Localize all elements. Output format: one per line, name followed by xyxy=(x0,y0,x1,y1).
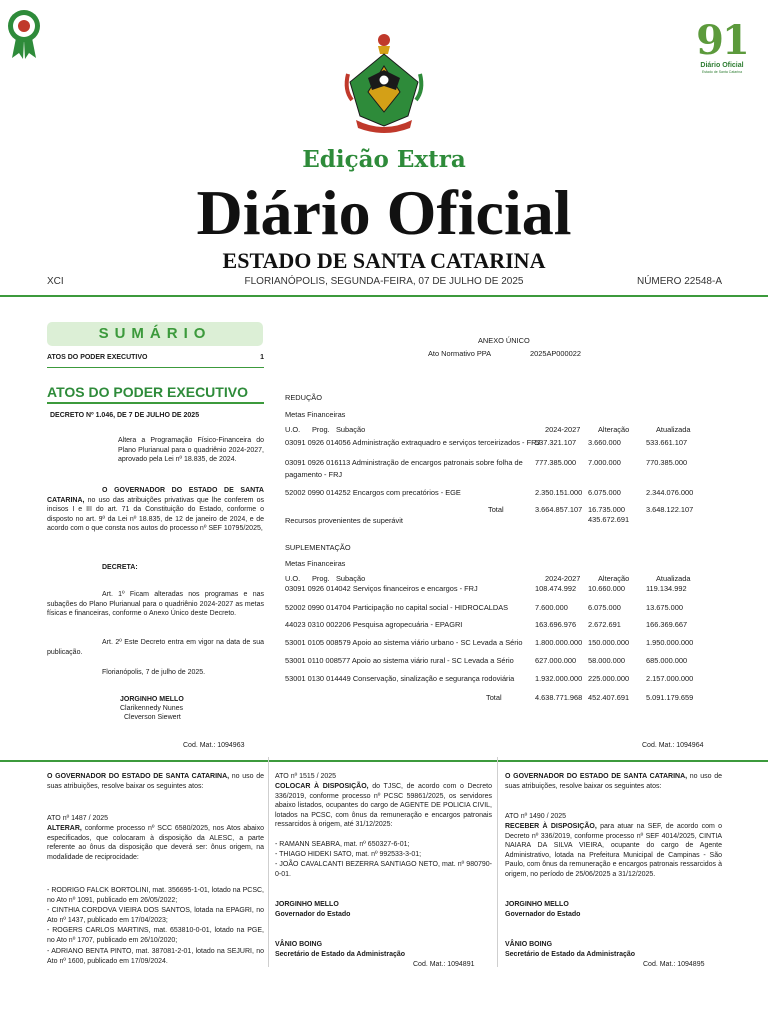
supplement-row-v1: 627.000.000 xyxy=(535,656,577,665)
supplement-row-v1: 163.696.976 xyxy=(535,620,577,629)
summary-divider xyxy=(47,367,264,368)
section-title: ATOS DO PODER EXECUTIVO xyxy=(47,384,264,404)
col1-act-verb: ALTERAR, xyxy=(47,825,82,832)
col3-cod-mat: Cod. Mat.: 1094895 xyxy=(643,961,705,968)
supplement-total-v1: 4.638.771.968 xyxy=(535,693,583,702)
summary-item[interactable] xyxy=(47,354,264,361)
reduction-row-desc-cont: pagamento - FRJ xyxy=(285,470,343,479)
col1-preamble-bold: O GOVERNADOR DO ESTADO DE SANTA CATARINA, xyxy=(47,773,230,780)
supplement-row-desc: 53001 0130 014449 Conservação, sinalização e segurança rodoviária xyxy=(285,674,515,683)
supplement-row-v1: 1.800.000.000 xyxy=(535,638,583,647)
reduction-col-uo: U.O. xyxy=(285,425,301,434)
column-divider xyxy=(497,757,498,967)
col1-list-item: - RODRIGO FALCK BORTOLINI, mat. 356695-1-01, lotado na PCSC, no Ato nº 1091, publicado em 26/05/2022; xyxy=(47,887,264,904)
col1-act-number: ATO nº 1487 / 2025 xyxy=(47,815,109,822)
annex-cod-mat: Cod. Mat.: 1094964 xyxy=(642,742,704,749)
summary-item-label: ATOS DO PODER EXECUTIVO xyxy=(47,354,148,361)
decree-preamble xyxy=(47,486,264,534)
supplement-total-v3: 5.091.179.659 xyxy=(646,693,694,702)
reduction-row-v3: 2.344.076.000 xyxy=(646,488,694,497)
reduction-col-atualizada: Atualizada xyxy=(656,425,691,434)
supplement-col-atualizada: Atualizada xyxy=(656,574,691,583)
reduction-total-v2: 16.735.000 xyxy=(588,505,625,514)
decree-signature-2: Clarikennedy Nunes xyxy=(120,705,184,712)
col2-act-verb: COLOCAR À DISPOSIÇÃO, xyxy=(275,783,369,790)
reduction-total-v1: 3.664.857.107 xyxy=(535,505,583,514)
award-ribbon-icon xyxy=(6,8,42,60)
reduction-row-v3: 770.385.000 xyxy=(646,458,688,467)
decree-article-1: Art. 1º Ficam alteradas nos programas e nas subações do Plano Plurianual para o quadriênio 2024-2027 as metas físicas e financeiras, conforme o Anexo Único deste Decreto. xyxy=(47,591,264,617)
col3-signature-name: VÂNIO BOING xyxy=(505,941,553,948)
reduction-subtitle: Metas Financeiras xyxy=(285,410,346,419)
reduction-row-v2: 3.660.000 xyxy=(588,438,621,447)
supplement-col-prog: Prog. xyxy=(312,574,330,583)
decree-place-date: Florianópolis, 7 de julho de 2025. xyxy=(102,669,206,676)
supplement-row-v3: 2.157.000.000 xyxy=(646,674,694,683)
col1-list-item: - ROGERS CARLOS MARTINS, mat. 653810-0-01, lotado na PGE, no Ato nº 1707, publicado em 26/10/2020; xyxy=(47,927,264,944)
issue-number: NÚMERO 22548-A xyxy=(636,276,722,287)
reduction-row-desc: 52002 0990 014252 Encargos com precatórios - EGE xyxy=(285,488,461,497)
supplement-row-v3: 13.675.000 xyxy=(646,603,683,612)
annex-act-value: 2025AP000022 xyxy=(530,349,581,358)
col1-preamble-text: no uso de suas atribuições, resolve baixar os seguintes atos: xyxy=(47,773,264,790)
header-divider xyxy=(0,295,768,297)
supplement-row-desc: 52002 0990 014704 Participação no capital social - HIDROCALDAS xyxy=(285,603,509,612)
supplement-row-desc: 53001 0105 008579 Apoio ao sistema viário urbano - SC Levada a Sério xyxy=(285,638,523,647)
col3-signature-role: Secretário de Estado da Administração xyxy=(505,951,636,958)
decree-article-2: Art. 2º Este Decreto entra em vigor na data de sua publicação. xyxy=(47,639,264,656)
reduction-row-desc: 03091 0926 014056 Administração extraquadro e serviços terceirizados - FRJ xyxy=(285,438,541,447)
reduction-title: REDUÇÃO xyxy=(285,393,322,402)
supplement-col-uo: U.O. xyxy=(285,574,301,583)
col2-act-text: do TJSC, de acordo com o Decreto 336/2019, conforme processo nº PCSC 59861/2025, os servidores abaixo listados, ocupantes do cargo de AGENTE DE POLICIA CIVIL, lotados na PCSC, com ônus da remuneração e encargos patronais ressarcidos à origem, até 31/12/2025: xyxy=(275,783,492,828)
decree-preamble-bold: O GOVERNADOR DO ESTADO DE SANTA CATARINA, xyxy=(47,487,264,504)
col1-list-item: - CINTHIA CORDOVA VIEIRA DOS SANTOS, lotada na EPAGRI, no Ato nº 1437, publicado em 17/04/2023; xyxy=(47,907,264,924)
supplement-row-v3: 1.950.000.000 xyxy=(646,638,694,647)
column-divider xyxy=(268,757,269,967)
col3-act-body xyxy=(505,822,722,879)
decree-decreta: DECRETA: xyxy=(102,564,138,571)
reduction-row-v2: 7.000.000 xyxy=(588,458,621,467)
col2-act-body xyxy=(275,782,492,830)
reduction-row-desc: 03091 0926 016113 Administração de encargos patronais sobre folha de xyxy=(285,458,523,467)
supplement-row-v3: 166.369.667 xyxy=(646,620,688,629)
supplement-row-v2: 2.672.691 xyxy=(588,620,621,629)
col3-preamble-bold: O GOVERNADOR DO ESTADO DE SANTA CATARINA, xyxy=(505,773,688,780)
supplement-row-v3: 685.000.000 xyxy=(646,656,688,665)
edition-label: Edição Extra xyxy=(302,146,466,173)
decree-cod-mat: Cod. Mat.: 1094963 xyxy=(183,742,245,749)
supplement-total-label: Total xyxy=(486,693,502,702)
reduction-row-v1: 537.321.107 xyxy=(535,438,577,447)
supplement-row-v2: 58.000.000 xyxy=(588,656,625,665)
col2-signature-role: Governador do Estado xyxy=(275,911,351,918)
state-coat-of-arms xyxy=(338,30,430,136)
reduction-row-v2: 6.075.000 xyxy=(588,488,621,497)
col3-act-text: para atuar na SEF, de acordo com o Decreto nº 336/2019, conforme processo nº SEF 4014/2025, CINTIA NAIARA DA SILVA VIEIRA, ocupante do cargo de Agente Administrativo, lotada na Prefeitura Municipal de Campinas - São Paulo, com ônus da remuneração e encargos patronais ressarcidos à origem, no período de 25/06/2025 a 31/12/2025. xyxy=(505,823,722,878)
supplement-row-v2: 225.000.000 xyxy=(588,674,630,683)
reduction-total-label: Total xyxy=(488,505,504,514)
supplement-row-v2: 10.660.000 xyxy=(588,584,625,593)
col2-cod-mat: Cod. Mat.: 1094891 xyxy=(413,961,475,968)
supplement-row-desc: 03091 0926 014042 Serviços financeiros e encargos - FRJ xyxy=(285,584,478,593)
summary-item-page: 1 xyxy=(260,354,264,361)
decree-signature-governor: JORGINHO MELLO xyxy=(120,696,184,703)
col3-signature-name: JORGINHO MELLO xyxy=(505,901,569,908)
supplement-row-v2: 150.000.000 xyxy=(588,638,630,647)
page-title: Diário Oficial xyxy=(196,177,572,248)
volume-label: XCI xyxy=(47,276,64,287)
supplement-row-v3: 119.134.992 xyxy=(646,584,687,593)
annex-title: ANEXO ÚNICO xyxy=(478,336,530,345)
supplement-title: SUPLEMENTAÇÃO xyxy=(285,543,351,552)
supplement-col-subacao: Subação xyxy=(336,574,366,583)
col3-act-number: ATO nº 1490 / 2025 xyxy=(505,813,567,820)
state-name: ESTADO DE SANTA CATARINA xyxy=(222,248,546,273)
col1-list-item: - ADRIANO BENTA PINTO, mat. 387081-2-01, lotado na SEJURI, no Ato nº 1600, publicado em 17/09/2024. xyxy=(47,948,264,965)
col3-preamble xyxy=(505,772,722,791)
superavit-label: Recursos provenientes de superávit xyxy=(285,516,403,525)
col2-list-item: - THIAGO HIDEKI SATO, mat. nº 992533-3-01; xyxy=(275,851,422,858)
reduction-row-v1: 777.385.000 xyxy=(535,458,577,467)
superavit-value: 435.672.691 xyxy=(588,515,630,524)
supplement-row-v2: 6.075.000 xyxy=(588,603,621,612)
annex-act-label: Ato Normativo PPA xyxy=(428,349,492,358)
decree-signature-3: Cleverson Siewert xyxy=(124,714,181,721)
col2-act-number: ATO nº 1515 / 2025 xyxy=(275,773,337,780)
decree-heading: DECRETO Nº 1.046, DE 7 DE JULHO DE 2025 xyxy=(50,412,200,419)
supplement-row-desc: 53001 0110 008577 Apoio ao sistema viário rural - SC Levada a Sério xyxy=(285,656,514,665)
reduction-col-prog: Prog. xyxy=(312,425,330,434)
supplement-row-v1: 108.474.992 xyxy=(535,584,577,593)
col1-act-text: conforme processo nº SCC 6580/2025, nos Atos abaixo especificados, que colocaram à disposição da ALESC, a parte referente ao ônus da disposição que deverá ser: ônus origem, na modalidade de reciprocidade: xyxy=(47,825,264,861)
anniversary-91-logo: 91 Diário Oficial Estado de Santa Catarina xyxy=(696,17,748,74)
reduction-col-subacao: Subação xyxy=(336,425,366,434)
supplement-row-desc: 44023 0310 002206 Pesquisa agropecuária - EPAGRI xyxy=(285,620,463,629)
col2-signature-name: VÂNIO BOING xyxy=(275,941,323,948)
reduction-col-2024: 2024-2027 xyxy=(545,425,581,434)
supplement-row-v1: 7.600.000 xyxy=(535,603,568,612)
reduction-col-alteracao: Alteração xyxy=(598,425,630,434)
supplement-row-v1: 1.932.000.000 xyxy=(535,674,583,683)
supplement-subtitle: Metas Financeiras xyxy=(285,559,346,568)
reduction-row-v3: 533.661.107 xyxy=(646,438,688,447)
supplement-col-2024: 2024-2027 xyxy=(545,574,581,583)
summary-heading: SUMÁRIO xyxy=(47,322,263,346)
decree-preamble-text: no uso das atribuições privativas que lhe conferem os incisos I e III do art. 71 da Constituição do Estado, conforme o disposto no art. 9º da Lei nº 18.835, de 12 de janeiro de 2024, e de acordo com o que consta nos autos do processo nº SEF 10795/2025, xyxy=(47,496,264,532)
col3-signature-role: Governador do Estado xyxy=(505,911,581,918)
col3-act-verb: RECEBER À DISPOSIÇÃO, xyxy=(505,823,597,830)
col2-list-item: - JOÃO CAVALCANTI BEZERRA SANTIAGO NETO, mat. nº 980790-0-01. xyxy=(275,861,492,878)
col2-signature-name: JORGINHO MELLO xyxy=(275,901,339,908)
col1-preamble xyxy=(47,772,264,791)
section-divider xyxy=(0,760,768,762)
date-line: FLORIANÓPOLIS, SEGUNDA-FEIRA, 07 DE JULHO DE 2025 xyxy=(244,276,524,287)
supplement-total-v2: 452.407.691 xyxy=(588,693,630,702)
col2-signature-role: Secretário de Estado da Administração xyxy=(275,951,406,958)
decree-summary: Altera a Programação Físico-Financeira do Plano Plurianual para o quadriênio 2024-2027, aprovado pela Lei nº 18.835, de 2024. xyxy=(118,437,264,463)
reduction-row-v1: 2.350.151.000 xyxy=(535,488,583,497)
col2-list-item: - RAMANN SEABRA, mat. nº 650327-6-01; xyxy=(275,841,410,848)
reduction-total-v3: 3.648.122.107 xyxy=(646,505,694,514)
col1-act-body xyxy=(47,824,264,862)
supplement-col-alteracao: Alteração xyxy=(598,574,630,583)
col3-preamble-text: no uso de suas atribuições, resolve baixar os seguintes atos: xyxy=(505,773,722,790)
